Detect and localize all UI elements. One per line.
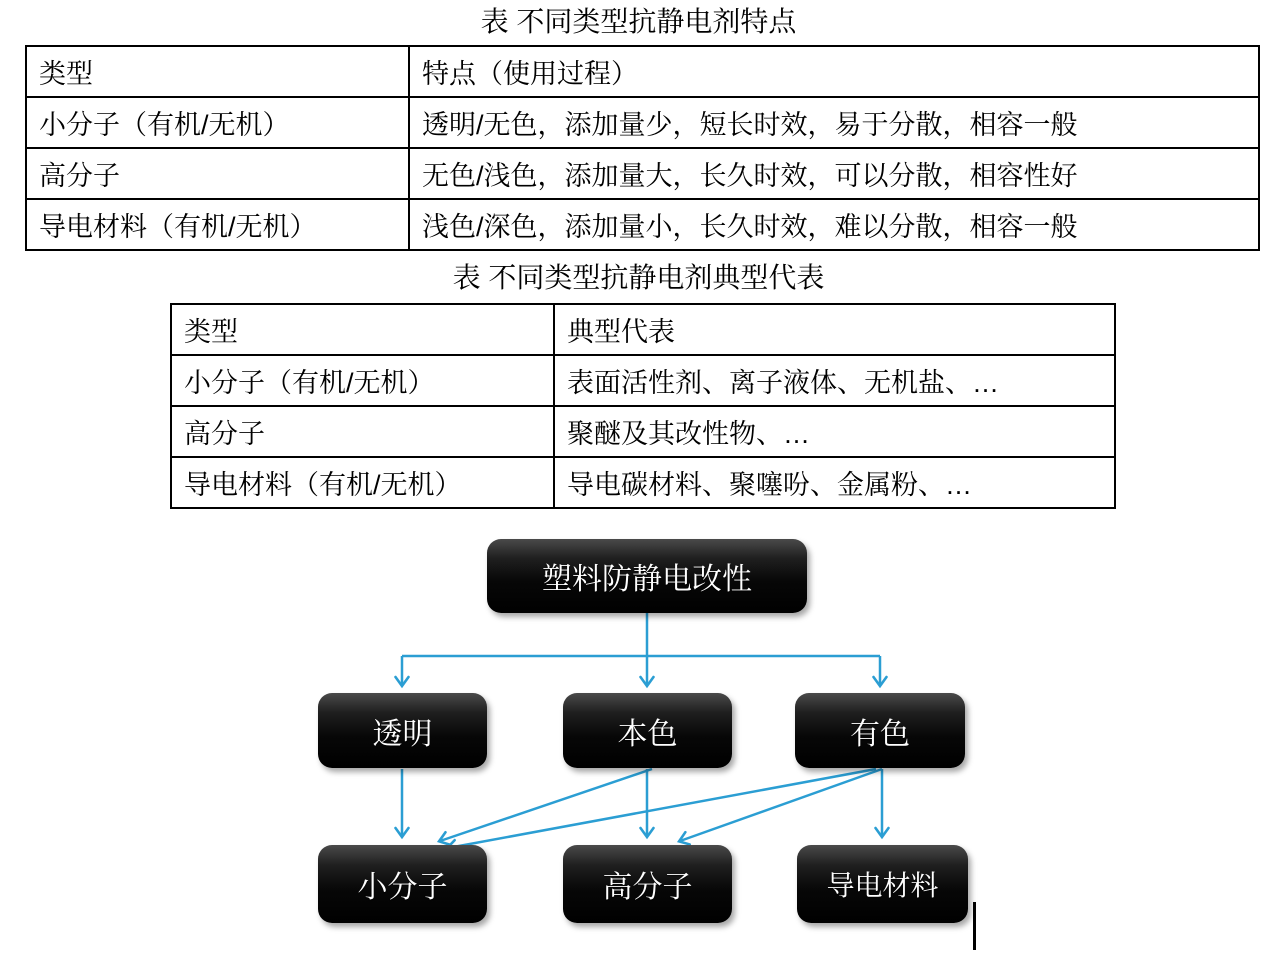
node-colored: 有色 [795,693,965,768]
table-cell: 高分子 [26,148,409,199]
table-cell: 导电材料（有机/无机） [171,457,554,508]
table-header-cell: 典型代表 [554,304,1115,355]
connector-natural-to-small [440,769,652,841]
table-antistatic-characteristics [25,45,1260,251]
table-row [171,304,1115,355]
node-small-molecule: 小分子 [318,845,487,923]
table-row [26,46,1259,97]
table-cell: 无色/浅色，添加量大，长久时效，可以分散，相容性好 [409,148,1259,199]
table-row [171,406,1115,457]
table2-title: 表 不同类型抗静电剂典型代表 [452,262,825,293]
node-natural-color: 本色 [563,693,732,768]
table-row [26,148,1259,199]
table-cell: 聚醚及其改性物、… [554,406,1115,457]
table-cell: 透明/无色，添加量少，短长时效，易于分散，相容一般 [409,97,1259,148]
connector-colored-to-polymer [680,769,882,841]
table-header-cell: 类型 [171,304,554,355]
table-cell: 小分子（有机/无机） [171,355,554,406]
table-cell: 小分子（有机/无机） [26,97,409,148]
table-cell: 表面活性剂、离子液体、无机盐、… [554,355,1115,406]
table-row [26,199,1259,250]
table-header-cell: 类型 [26,46,409,97]
table-row [171,355,1115,406]
text-cursor [973,902,976,950]
node-polymer: 高分子 [563,845,732,923]
table-row [171,457,1115,508]
table-cell: 高分子 [171,406,554,457]
table-antistatic-representatives [170,303,1116,509]
node-transparent: 透明 [318,693,487,768]
table-cell: 导电碳材料、聚噻吩、金属粉、… [554,457,1115,508]
table1-title: 表 不同类型抗静电剂特点 [480,6,797,37]
node-plastic-antistatic-modification: 塑料防静电改性 [487,539,807,613]
table-header-cell: 特点（使用过程） [409,46,1259,97]
table-cell: 导电材料（有机/无机） [26,199,409,250]
table-row [26,97,1259,148]
table-cell: 浅色/深色，添加量小，长久时效，难以分散，相容一般 [409,199,1259,250]
node-conductive-material: 导电材料 [797,845,968,923]
connector-colored-to-small [448,769,876,848]
